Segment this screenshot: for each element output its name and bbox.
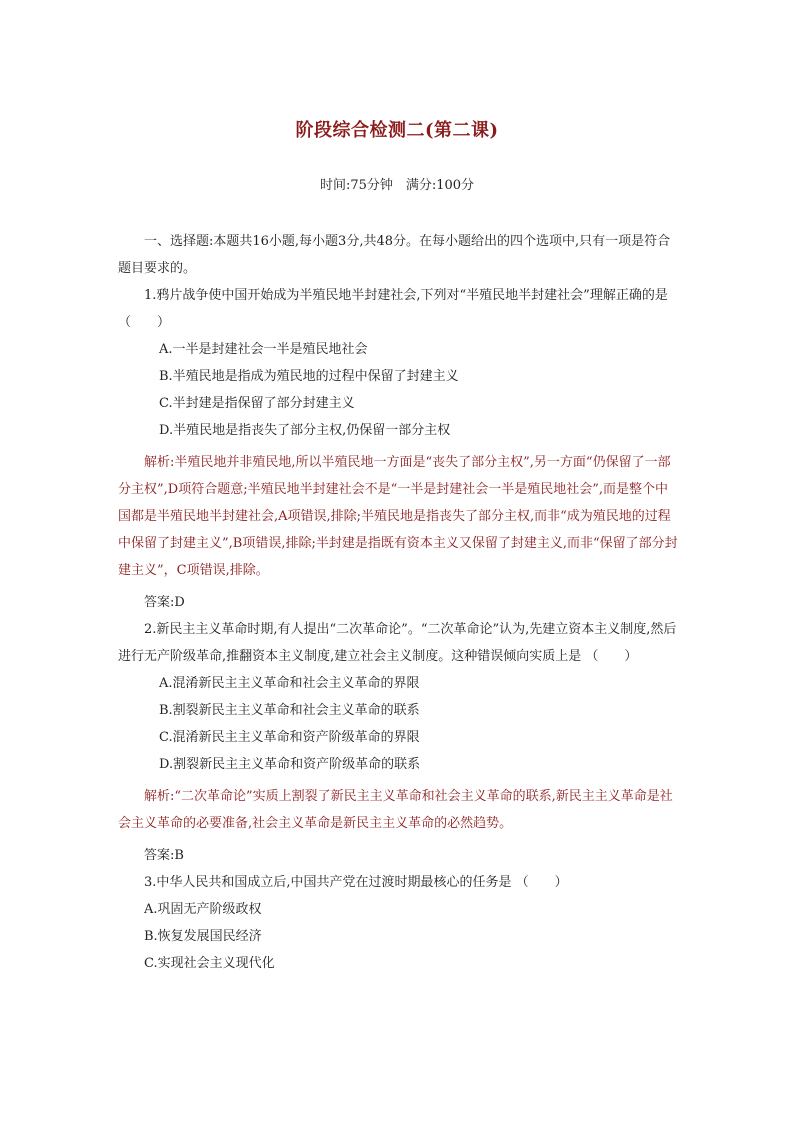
question-3-option-c: C.实现社会主义现代化 — [144, 956, 275, 971]
question-1-option-d: D.半殖民地是指丧失了部分主权,仍保留一部分主权 — [159, 423, 451, 438]
question-3-stem: 3.中华人民共和国成立后,中国共产党在过渡时期最核心的任务是 （ ） — [144, 875, 568, 890]
question-2-stem: 2.新民主主义革命时期,有人提出“二次革命论”。“二次革命论”认为,先建立资本主义制度,然后进行无产阶级革命,推翻资本主义制度,建立社会主义制度。这种错误倾向实质上是 （ ） — [118, 622, 677, 664]
question-2-option-c: C.混淆新民主主义革命和资产阶级革命的界限 — [159, 730, 420, 745]
question-3-option-b: B.恢复发展国民经济 — [144, 929, 262, 944]
question-2-option-a: A.混淆新民主主义革命和社会主义革命的界限 — [159, 676, 420, 691]
question-1-option-b: B.半殖民地是指成为殖民地的过程中保留了封建主义 — [159, 369, 459, 384]
question-1-analysis: 解析:半殖民地并非殖民地,所以半殖民地一方面是“丧失了部分主权”,另一方面“仍保留了一部分主权”,D项符合题意;半殖民地半封建社会不是“一半是封建社会一半是殖民地社会”,而是整个中国都是半殖民地半封建社会,A项错误,排除;半殖民地是指丧失了部分主权,而非“成为殖民地的过程中保留了封建主义”,B项错误,排除;半封建是指既有资本主义又保留了封建主义,而非“保留了部分封建主义”，C项错误,排除。 — [118, 455, 678, 578]
question-2-answer: 答案:B — [144, 848, 184, 863]
question-2-option-d: D.割裂新民主主义革命和资产阶级革命的联系 — [159, 757, 421, 772]
question-content — [118, 228, 680, 977]
question-1-answer: 答案:D — [144, 595, 185, 610]
question-1-option-c: C.半封建是指保留了部分封建主义 — [159, 396, 355, 411]
question-1-stem: 1.鸦片战争使中国开始成为半殖民地半封建社会,下列对“半殖民地半封建社会”理解正确的是 （ ） — [118, 288, 668, 330]
question-1-option-a: A.一半是封建社会一半是殖民地社会 — [159, 342, 368, 357]
question-2-option-b: B.割裂新民主主义革命和社会主义革命的联系 — [159, 703, 420, 718]
section-intro: 一、选择题:本题共16小题,每小题3分,共48分。在每小题给出的四个选项中,只有一项是符合题目要求的。 — [118, 234, 671, 276]
page-title: 阶段综合检测二(第二课) — [295, 120, 499, 141]
question-2-analysis: 解析:“二次革命论”实质上割裂了新民主主义革命和社会主义革命的联系,新民主主义革命是社会主义革命的必要准备,社会主义革命是新民主主义革命的必然趋势。 — [118, 789, 673, 831]
question-3-option-a: A.巩固无产阶级政权 — [144, 902, 262, 917]
exam-meta: 时间:75分钟 满分:100分 — [319, 178, 475, 193]
